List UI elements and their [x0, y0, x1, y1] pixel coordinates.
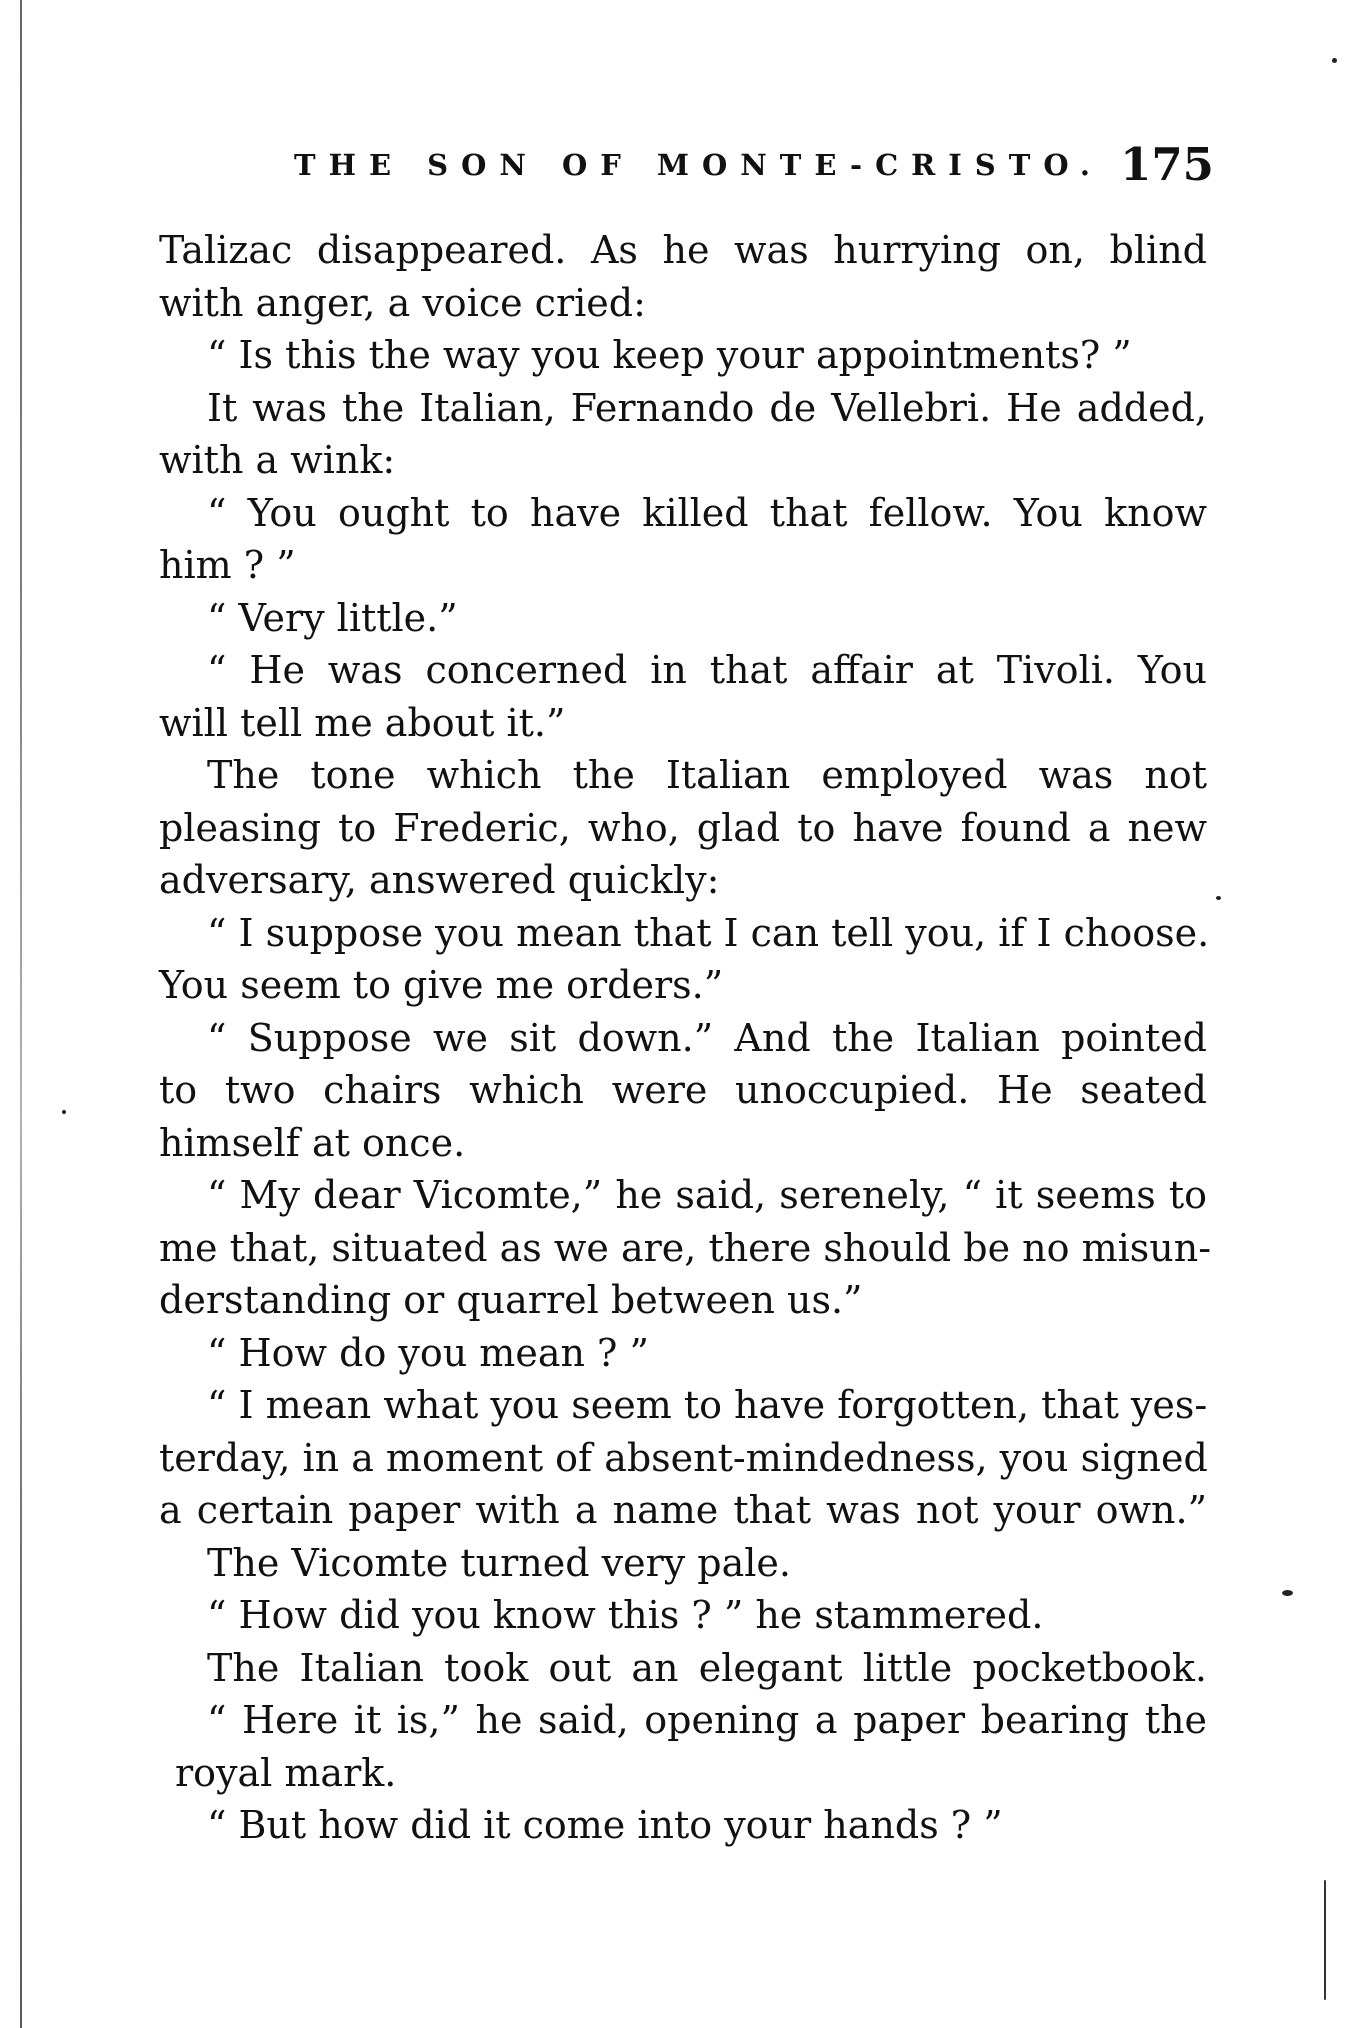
text-line: with a wink: [159, 438, 396, 482]
scan-scratch [1324, 1880, 1326, 2000]
text-line: will tell me about it.” [159, 700, 566, 745]
text-line: The Vicomte turned very pale. [207, 1540, 791, 1585]
text-line: Talizac disappeared. As he was hurrying on, blind [159, 228, 1207, 272]
scan-speck [1282, 1590, 1293, 1596]
text-line: The tone which the Italian employed was not [207, 753, 1207, 797]
page-number: 175 [1120, 138, 1214, 191]
text-line: to two chairs which were unoccupied. He seated [159, 1068, 1207, 1112]
text-line: terday, in a moment of absent-mindedness, you signed [159, 1435, 1208, 1480]
body-text [159, 224, 1212, 1852]
scan-left-edge [20, 0, 22, 2028]
text-line: “ You ought to have killed that fellow. You know [207, 490, 1207, 535]
text-line: me that, situated as we are, there should be no misun- [159, 1225, 1212, 1270]
text-line: royal mark. [175, 1750, 397, 1795]
text-line: “ But how did it come into your hands ? ” [207, 1803, 1003, 1847]
scan-speck [1216, 896, 1221, 900]
text-line: “ How did you know this ? ” he stammered. [207, 1593, 1044, 1637]
text-line: You seem to give me orders.” [159, 963, 724, 1007]
text-line: “ How do you mean ? ” [207, 1330, 649, 1375]
text-line: derstanding or quarrel between us.” [159, 1278, 863, 1322]
text-line: with anger, a voice cried: [159, 280, 646, 325]
running-title: THE SON OF MONTE-CRISTO. [294, 148, 1103, 182]
text-line: It was the Italian, Fernando de Vellebri. He added, [207, 385, 1207, 430]
text-line: “ Is this the way you keep your appointments? ” [207, 333, 1132, 377]
scan-speck [1332, 58, 1337, 63]
text-line: The Italian took out an elegant little pocketbook. [207, 1645, 1207, 1690]
text-line: himself at once. [159, 1120, 466, 1165]
text-line: “ I suppose you mean that I can tell you, if I choose. [207, 910, 1210, 955]
text-line: “ He was concerned in that affair at Tivoli. You [207, 648, 1207, 692]
scan-speck [62, 1110, 66, 1114]
page-header [294, 138, 1214, 198]
text-line: a certain paper with a name that was not your own.” [159, 1488, 1207, 1532]
text-line: adversary, answered quickly: [159, 858, 720, 902]
text-line: “ My dear Vicomte,” he said, serenely, “ it seems to [207, 1173, 1207, 1217]
text-line: “ I mean what you seem to have forgotten, that yes- [207, 1383, 1208, 1427]
text-line: him ? ” [159, 543, 296, 587]
text-line: pleasing to Frederic, who, glad to have found a new [159, 805, 1207, 850]
text-line: “ Suppose we sit down.” And the Italian pointed [207, 1015, 1207, 1060]
text-line: “ Here it is,” he said, opening a paper bearing the [207, 1698, 1207, 1742]
text-line: “ Very little.” [207, 595, 458, 640]
